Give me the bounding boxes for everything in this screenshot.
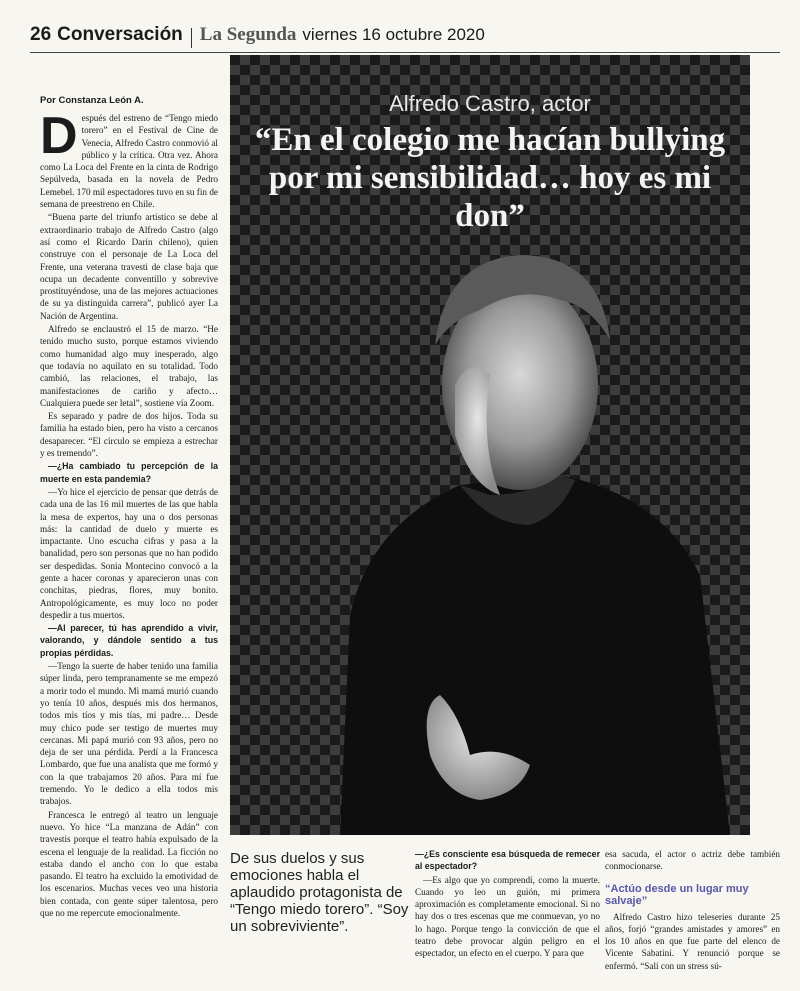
photo-caption: De sus duelos y sus emociones habla el aplaudido protagonista de “Tengo miedo torero”. “Soy un sobreviviente”. <box>230 850 409 935</box>
issue-date: viernes 16 octubre 2020 <box>302 25 485 44</box>
interview-question: —Al parecer, tú has aprendido a vivir, valorando, y dándole sentido a tus propias pérdidas. <box>40 623 218 658</box>
byline: Por Constanza León A. <box>40 95 144 106</box>
page-header <box>30 24 780 53</box>
header-divider <box>191 28 192 48</box>
body-paragraph: Alfredo se enclaustró el 15 de marzo. “He tenido mucho susto, porque estamos viviendo como humanidad algo muy inesperado, algo que todavía no aquilato en su totalidad. Todo cambió, las relaciones, el trabajo, las manifestaciones de cariño y afecto… Cualquiera puede ser letal”, sostiene vía Zoom. <box>40 324 218 408</box>
lead-paragraph: Después del estreno de “Tengo miedo torero” en el Festival de Cine de Venecia, Alfredo Castro conmovió al público y la crítica. Otra vez. Ahora como La Loca del Frente en la cinta de Rodrigo Sepúlveda, basada en la novela de Pedro Lemebel. 170 mil espectadores tuvo en su fin de semana de preestreno en Chile. <box>40 112 218 210</box>
interview-answer: —Tengo la suerte de haber tenido una familia súper linda, pero tempranamente se me empezó a morir todo el mundo. Mi mamá murió cuando yo tenía 10 años, después mis dos hermanos, todos mis tíos y mis tías, mi padre… Desde muy chico pude ser testigo de muertes muy cercanas. Mi papá murió con 93 años, pero no deja de ser una pérdida. Perdí a la Francesca Lombardo, que fue una analista que me formó y con la que trabajamos 20 años. Para mí fue tremendo. Yo le dedico a ella todos mis trabajos. <box>40 661 218 807</box>
section-subhead: “Actúo desde un lugar muy salvaje” <box>605 882 749 907</box>
article-column-3 <box>605 848 780 983</box>
body-paragraph: esa sacuda, el actor o actriz debe también conmocionarse. <box>605 849 780 872</box>
body-paragraph: Es separado y padre de dos hijos. Toda su familia ha estado bien, pero ha visto a cercanos desaparecer. “El círculo se empieza a estrechar y es tremendo”. <box>40 411 218 459</box>
page-number: 26 <box>30 24 52 45</box>
article-column-1 <box>40 112 218 982</box>
body-paragraph: “Buena parte del triunfo artístico se debe al extraordinario trabajo de Alfredo Castro (algo así como el Ricardo Darín chileno), quien construye con el personaje de La Loca del Frente, una veterana travesti de clase baja que ocupa un decadente conventillo y sobrevive prostituyéndose, una de las mejores actuaciones de su ya distinguida carrera”, publicó ayer La Nación de Argentina. <box>40 212 218 321</box>
interview-question: —¿Es consciente esa búsqueda de remecer al espectador? <box>415 849 600 872</box>
interview-answer: —Es algo que yo comprendí, como la muerte. Cuando yo leo un guión, mi primera aproximación es completamente emocional. Si no hay dos o tres escenas que me conmuevan, yo no lo hago. Porque tengo la convicción de que el teatro debe provocar algún peligro en el espectador, un efecto en el cuerpo. Y para que <box>415 874 600 959</box>
drop-cap: D <box>40 112 78 165</box>
article-column-2 <box>415 848 600 983</box>
publication-name: La Segunda <box>199 24 297 45</box>
portrait-photo <box>230 55 750 835</box>
kicker: Alfredo Castro, actor <box>389 91 591 116</box>
body-paragraph: Alfredo Castro hizo teleseries durante 25 años, forjó “grandes amistades y amores” en los 10 años en que fue parte del elenco de Vicente Sabatini. Y renunció porque se enfermó. “Salí con un stress sú- <box>605 911 780 971</box>
headline: “En el colegio me hacían bullying por mi sensibilidad… hoy es mi don” <box>254 122 726 234</box>
section-name: Conversación <box>57 24 183 45</box>
body-paragraph: Francesca le entregó al teatro un lenguaje nuevo. Yo hice “La manzana de Adán” con travestis porque el teatro había expulsado de la escena el lenguaje de la realidad. La ficción no estaba dando el ancho con lo que estaba pasando. El teatro ha excluido la emotividad de los escenarios. Muchas veces veo una historia bien contada, con gente súper talentosa, pero que no me repercute emocionalmente. <box>40 809 218 918</box>
interview-question: —¿Ha cambiado tu percepción de la muerte en esta pandemia? <box>40 461 218 484</box>
interview-answer: —Yo hice el ejercicio de pensar que detrás de cada una de las 16 mil muertes de las que habla la mesa de expertos, hay una o dos personas más: la cantidad de duelo y muerte es impactante. Uno escucha cifras y pasa a la banalidad, pero son personas que no han podido ser despedidas. Sonia Montecino convocó a la gente a hacer coronas y aparecieron unas con conchitas, piedras, flores, muy bonito. Antropológicamente, es muy loco no poder despedir a tus muertos. <box>40 486 218 620</box>
